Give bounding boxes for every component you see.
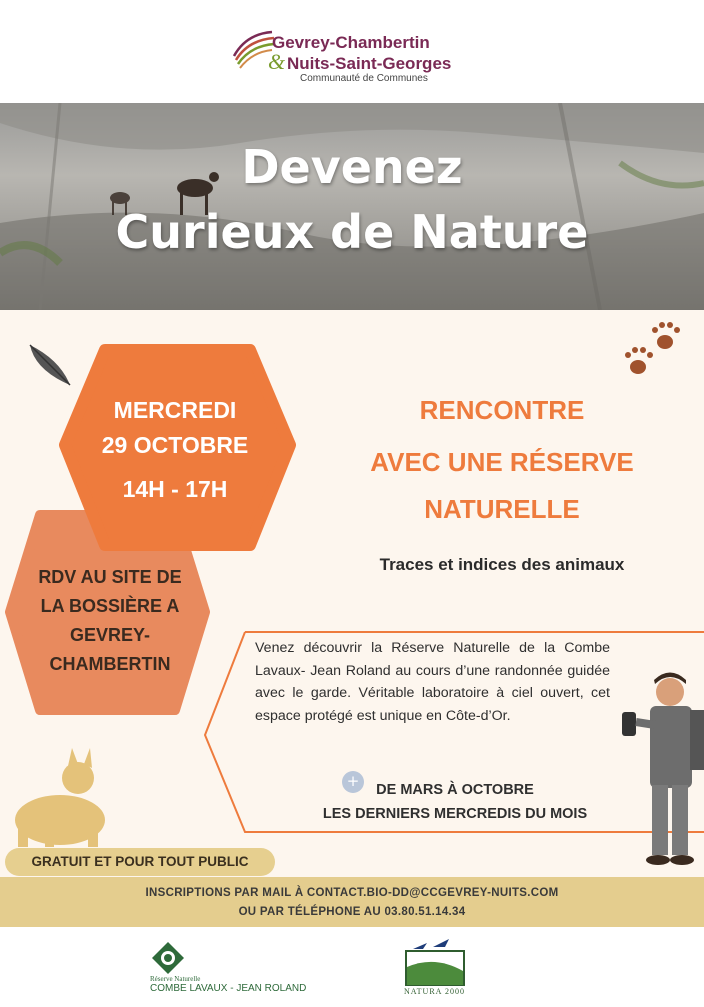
- description-text: Venez découvrir la Réserve Naturelle de la Combe Lavaux- Jean Roland au cours d’une randonnée guidée avec le garde. Véritable laboratoire à ciel ouvert, cet espace protégé est unique en Côte-d’Or.: [255, 640, 610, 724]
- reserve-name: COMBE LAVAUX - JEAN ROLAND: [150, 983, 307, 994]
- reserve-small-label: Réserve Naturelle: [150, 975, 201, 983]
- date-day: 29 OCTOBRE: [101, 432, 249, 458]
- lynx-icon: [15, 748, 105, 847]
- reserve-logo-icon: [150, 940, 186, 976]
- rdv-line3: GEVREY-: [69, 625, 151, 645]
- hero-title-line1: Devenez: [241, 140, 463, 194]
- period-line2: LES DERNIERS MERCREDIS DU MOIS: [322, 806, 588, 822]
- hero-title-line2: Curieux de Nature: [115, 205, 589, 259]
- rdv-line2: LA BOSSIÈRE A: [40, 596, 180, 616]
- footer: [0, 927, 704, 1007]
- rdv-line1: RDV AU SITE DE: [38, 567, 182, 587]
- period-line1: DE MARS À OCTOBRE: [376, 782, 534, 798]
- paw-prints-icon: [625, 322, 680, 374]
- natura2000-label: NATURA 2000: [404, 987, 466, 996]
- feather-icon: [30, 345, 70, 385]
- logo-line2: Nuits-Saint-Georges: [287, 54, 452, 73]
- heading-line1: RENCONTRE: [419, 395, 585, 425]
- free-badge: GRATUIT ET POUR TOUT PUBLIC: [5, 848, 275, 876]
- logo-ampersand: &: [268, 49, 286, 74]
- heading-line2: AVEC UNE RÉSERVE: [370, 447, 634, 477]
- rdv-line4: CHAMBERTIN: [49, 654, 171, 674]
- inscriptions-band: [0, 877, 704, 927]
- inscriptions-email: INSCRIPTIONS PAR MAIL À CONTACT.BIO-DD@CCGEVREY-NUITS.COM: [145, 887, 559, 899]
- logo-line1: Gevrey-Chambertin: [272, 33, 430, 52]
- plus-icon: +: [342, 771, 364, 793]
- date-time: 14H - 17H: [122, 476, 228, 502]
- ranger-illustration: [622, 673, 704, 866]
- date-weekday: MERCREDI: [113, 397, 237, 423]
- logo-subtitle: Communauté de Communes: [300, 73, 428, 84]
- heading-line3: NATURELLE: [424, 494, 580, 524]
- subheading: Traces et indices des animaux: [379, 555, 625, 574]
- natura2000-logo-icon: [405, 937, 465, 987]
- inscriptions-phone: OU PAR TÉLÉPHONE AU 03.80.51.14.34: [238, 906, 466, 918]
